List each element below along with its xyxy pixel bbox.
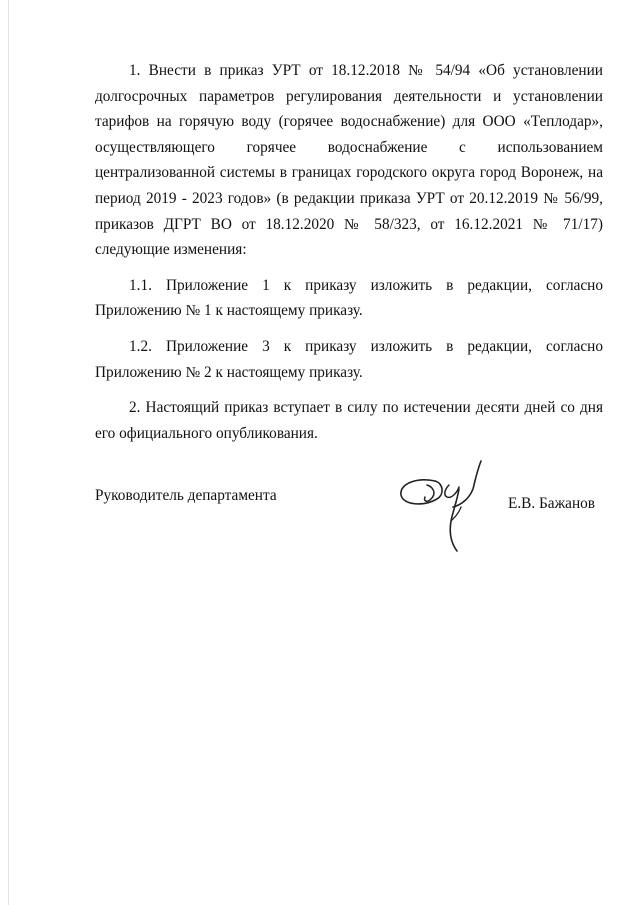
paragraph-2: 2. Настоящий приказ вступает в силу по истечении десяти дней со дня его официального опубликования. [95, 399, 603, 442]
scan-edge-line [8, 0, 9, 905]
handwritten-signature-icon [397, 459, 497, 559]
signatory-role: Руководитель департамента [95, 487, 277, 504]
paragraph-1: 1. Внести в приказ УРТ от 18.12.2018 № 54/94 «Об установлении долгосрочных параметров регулирования деятельности и установлении тарифов на горячую воду (горячее водоснабжение) для ООО «Теплодар», осуществляющего горячее водоснабжение с использованием централизованной системы в границах городского округа город Воронеж, на период 2019 - 2023 годов» (в редакции приказа УРТ от 20.12.2019 № 56/99, приказов ДГРТ ВО от 18.12.2020 № 58/323, от 16.12.2021 № 71/17) следующие изменения: [95, 62, 603, 259]
document-body [95, 58, 603, 446]
paragraph-1-1: 1.1. Приложение 1 к приказу изложить в редакции, согласно Приложению № 1 к настоящему приказу. [95, 276, 603, 320]
signature-block [95, 487, 603, 567]
signatory-name: Е.В. Бажанов [508, 495, 596, 512]
paragraph-1-2: 1.2. Приложение 3 к приказу изложить в редакции, согласно Приложению № 2 к настоящему приказу. [95, 337, 603, 381]
